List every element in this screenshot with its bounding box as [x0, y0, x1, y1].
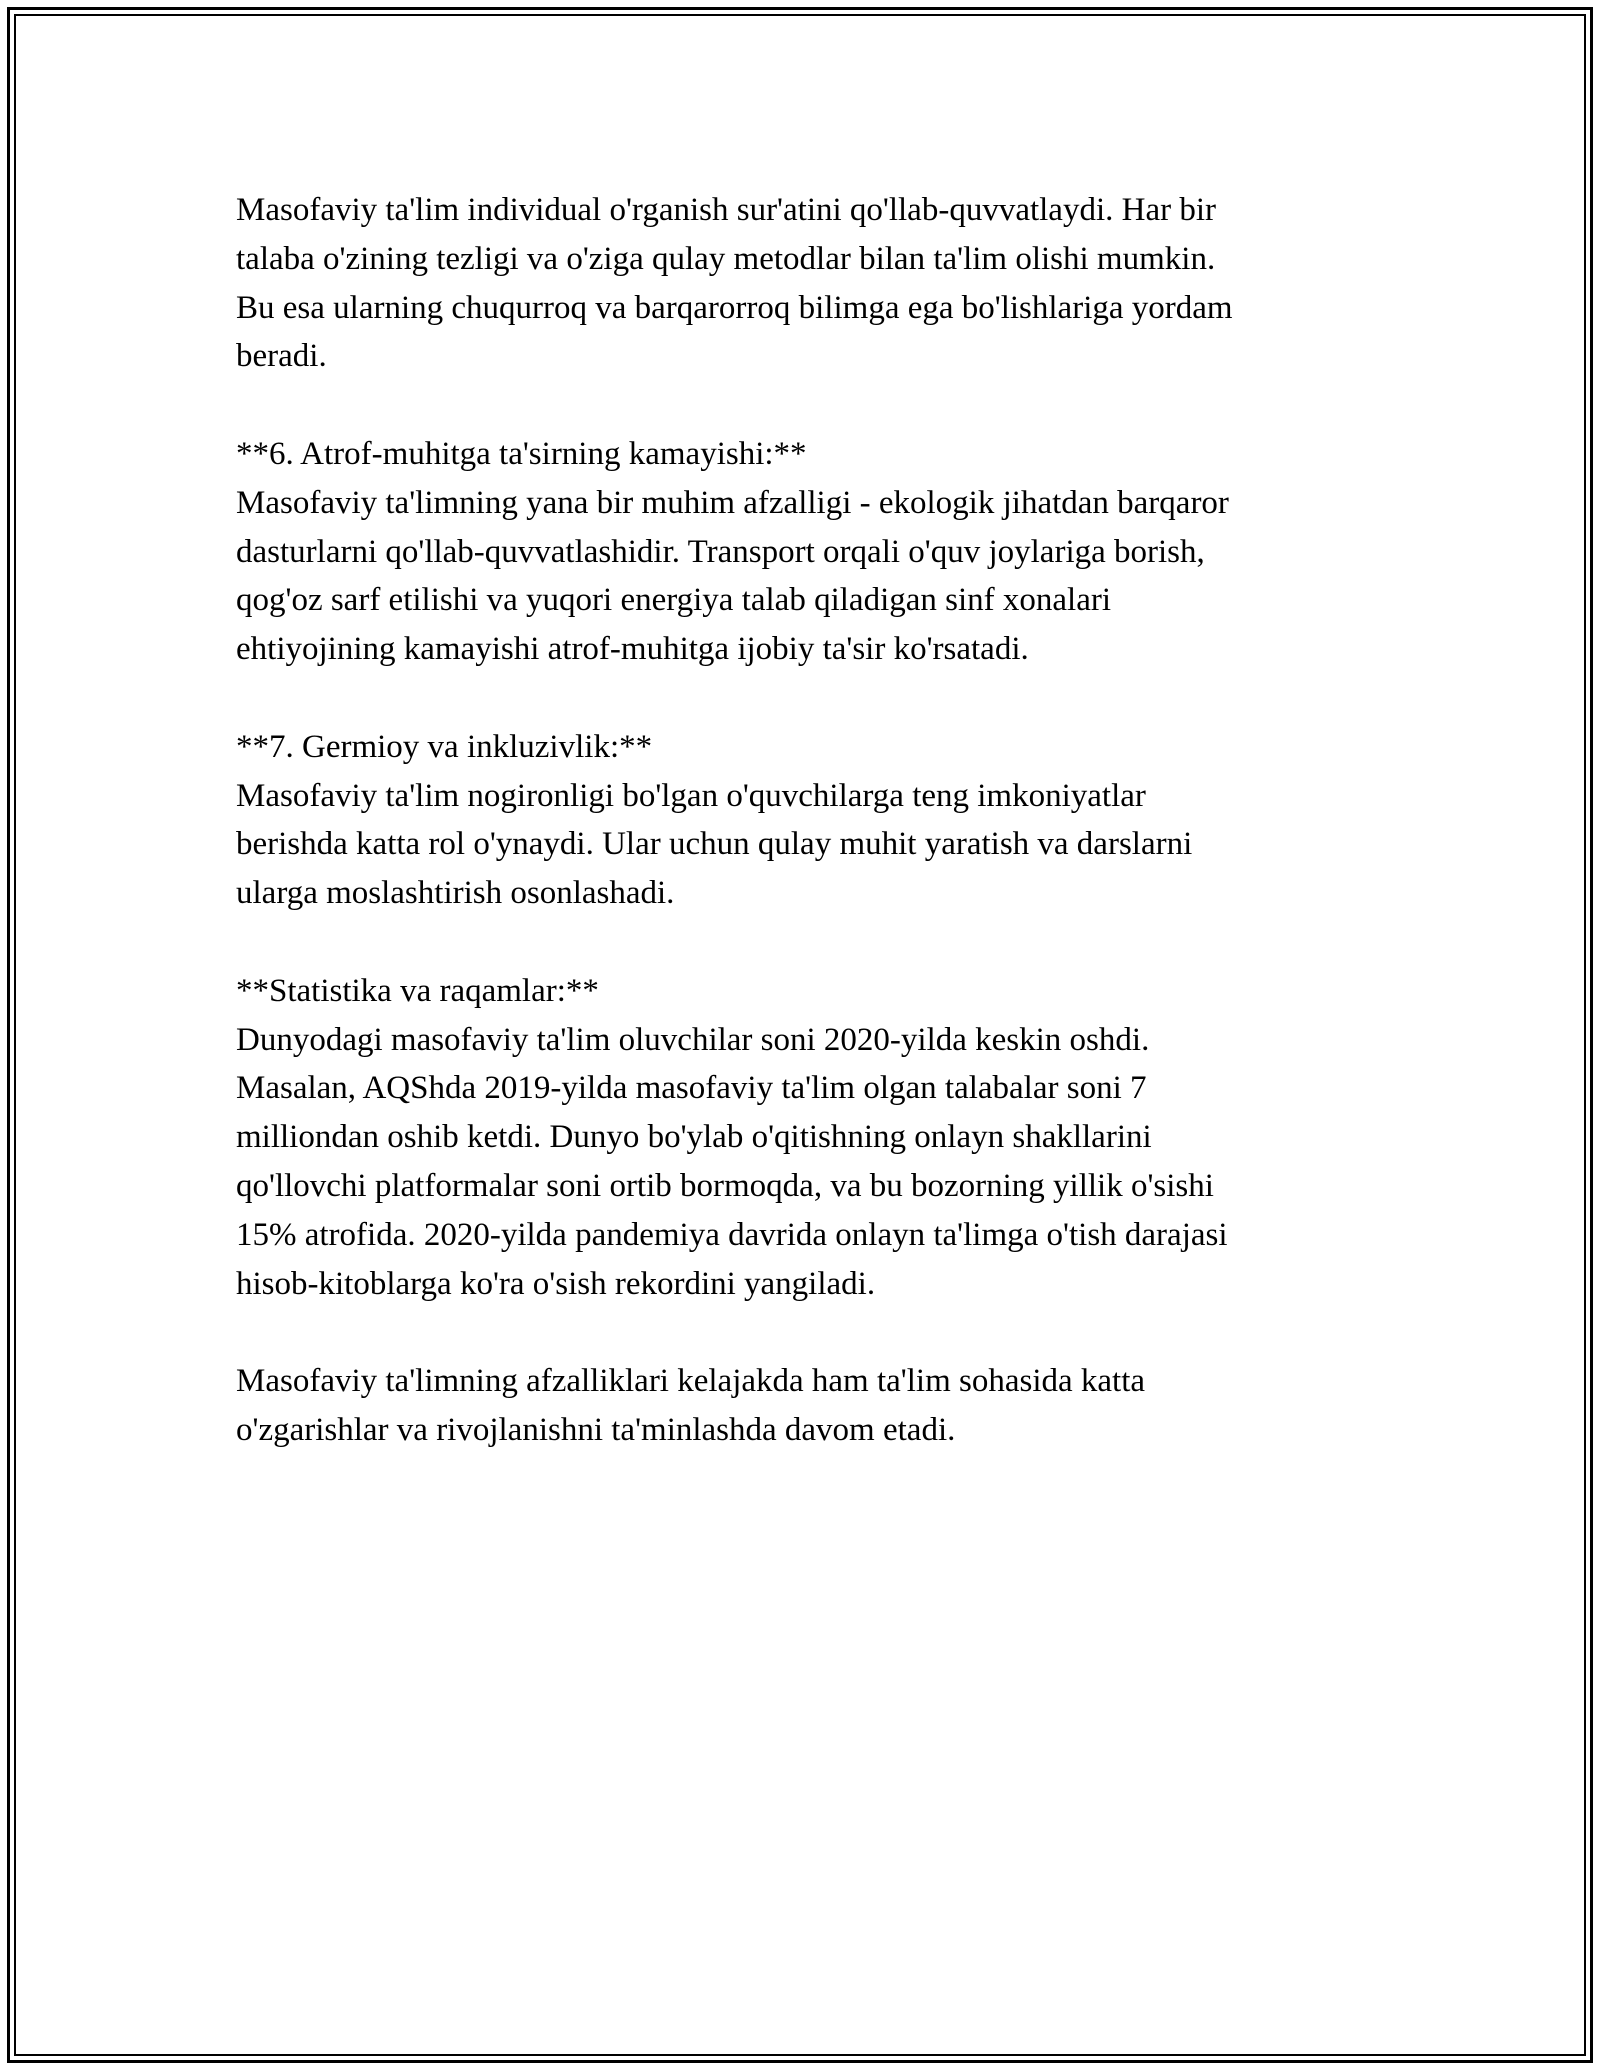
text-line: berishda katta rol o'ynaydi. Ular uchun qulay muhit yaratish va darslarni — [236, 826, 1193, 863]
text-line: Masofaviy ta'limning afzalliklari kelajakda ham ta'lim sohasida katta — [236, 1363, 1146, 1400]
section-6 — [236, 430, 1366, 674]
intro-paragraph — [236, 186, 1366, 381]
text-line: Masofaviy ta'limning yana bir muhim afzalligi - ekologik jihatdan barqaror — [236, 484, 1229, 521]
text-line: qo'llovchi platformalar soni ortib bormoqda, va bu bozorning yillik o'sishi — [236, 1167, 1214, 1204]
statistics-section — [236, 967, 1366, 1309]
text-line: beradi. — [236, 338, 327, 375]
section-7 — [236, 723, 1366, 918]
document-body — [236, 186, 1366, 1504]
text-line: milliondan oshib ketdi. Dunyo bo'ylab o'qitishning onlayn shakllarini — [236, 1119, 1152, 1156]
text-line: Dunyodagi masofaviy ta'lim oluvchilar soni 2020-yilda keskin oshdi. — [236, 1021, 1150, 1058]
text-line: ehtiyojining kamayishi atrof-muhitga ijobiy ta'sir ko'rsatadi. — [236, 631, 1029, 668]
text-line: Masofaviy ta'lim individual o'rganish sur'atini qo'llab-quvvatlaydi. Har bir — [236, 192, 1216, 228]
section-7-heading: **7. Germioy va inkluzivlik:** — [236, 728, 653, 765]
statistics-heading: **Statistika va raqamlar:** — [236, 972, 599, 1009]
text-line: Masofaviy ta'lim nogironligi bo'lgan o'quvchilarga teng imkoniyatlar — [236, 777, 1146, 814]
conclusion-paragraph — [236, 1357, 1366, 1455]
text-line: Bu esa ularning chuqurroq va barqarorroq bilimga ega bo'lishlariga yordam — [236, 289, 1233, 326]
section-6-heading: **6. Atrof-muhitga ta'sirning kamayishi:** — [236, 435, 807, 472]
text-line: hisob-kitoblarga ko'ra o'sish rekordini yangiladi. — [236, 1265, 876, 1302]
text-line: 15% atrofida. 2020-yilda pandemiya davrida onlayn ta'limga o'tish darajasi — [236, 1216, 1228, 1253]
text-line: o'zgarishlar va rivojlanishni ta'minlashda davom etadi. — [236, 1411, 956, 1448]
text-line: ularga moslashtirish osonlashadi. — [236, 875, 675, 912]
text-line: dasturlarni qo'llab-quvvatlashidir. Transport orqali o'quv joylariga borish, — [236, 533, 1205, 570]
text-line: qog'oz sarf etilishi va yuqori energiya talab qiladigan sinf xonalari — [236, 582, 1111, 619]
text-line: talaba o'zining tezligi va o'ziga qulay metodlar bilan ta'lim olishi mumkin. — [236, 240, 1216, 277]
text-line: Masalan, AQShda 2019-yilda masofaviy ta'lim olgan talabalar soni 7 — [236, 1070, 1147, 1107]
